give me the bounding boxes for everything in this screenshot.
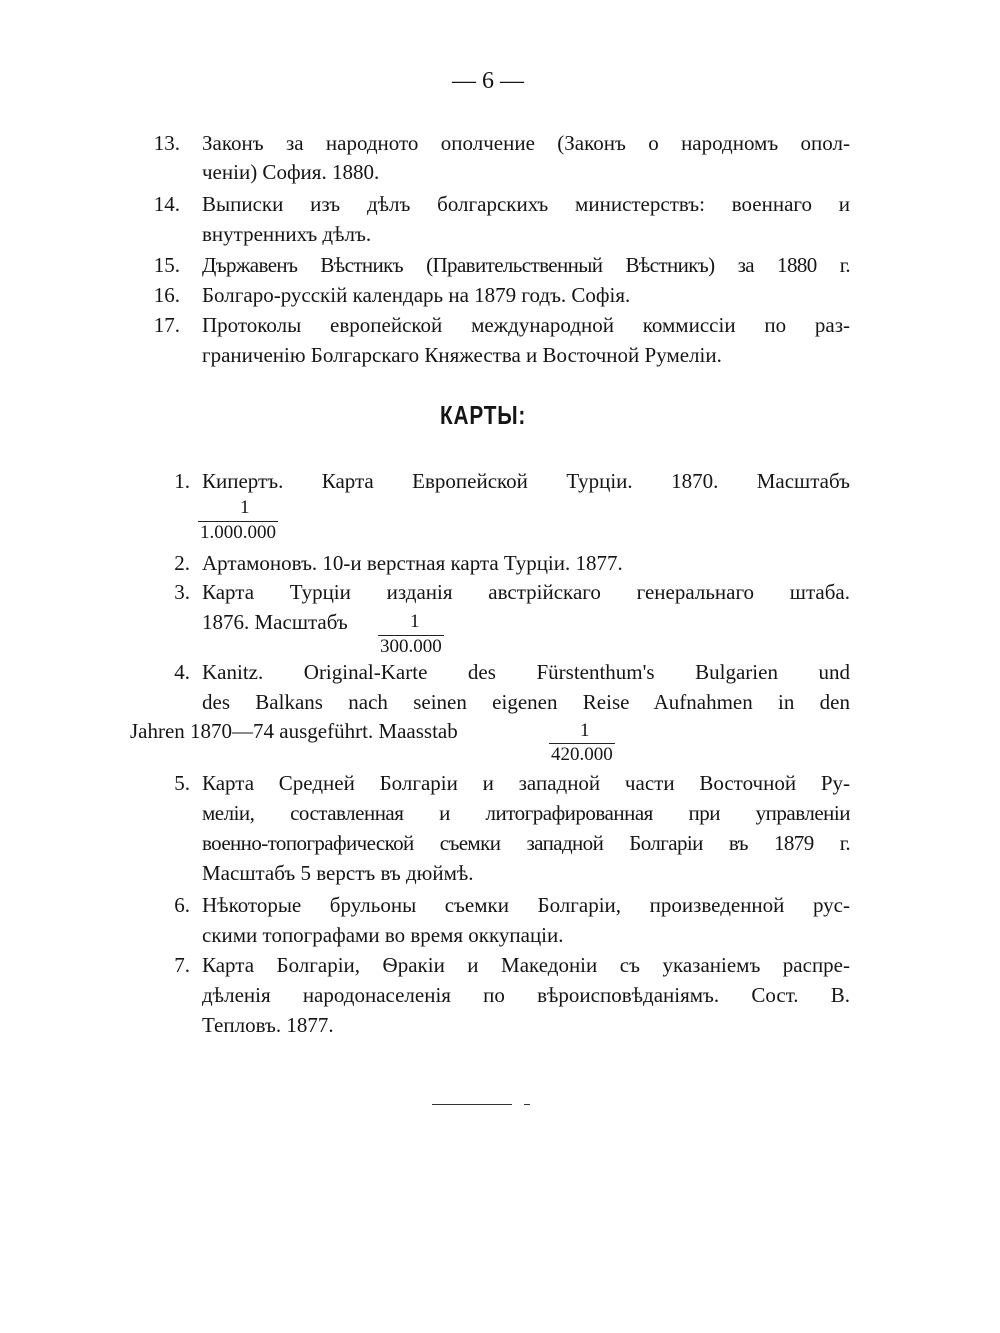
item-number: 7. <box>174 953 190 977</box>
list-item-line: Протоколы европейской международной коммиссіи по раз- <box>202 313 850 337</box>
scale-denominator: 300.000 <box>380 636 442 657</box>
scale-numerator: 1 <box>240 497 250 518</box>
list-item-line: меліи, составленная и литографированная при управленіи <box>202 801 850 825</box>
list-item-line: граниченію Болгарскаго Княжества и Восточной Румеліи. <box>202 343 722 367</box>
scale-denominator: 420.000 <box>551 744 613 765</box>
item-number: 14. <box>153 192 180 216</box>
scale-denominator: 1.000.000 <box>200 522 276 543</box>
list-item-line: военно-топографической съемки западной Болгаріи въ 1879 г. <box>202 831 850 855</box>
end-divider-dash <box>524 1104 530 1105</box>
list-item-line: Выписки изъ дѣлъ болгарскихъ министерствъ: военнаго и <box>202 192 850 216</box>
list-item-line: Артамоновъ. 10-и верстная карта Турціи. 1877. <box>202 551 623 575</box>
end-divider <box>432 1104 512 1105</box>
list-item-line: Карта Средней Болгаріи и западной части Восточной Ру- <box>202 771 850 795</box>
list-item-line: Законъ за народното ополчение (Законъ о народномъ опол- <box>202 131 850 155</box>
section-heading-maps: КАРТЫ: <box>440 400 527 430</box>
list-item-line: Кипертъ. Карта Европейской Турціи. 1870. Масштабъ <box>202 469 850 493</box>
item-number: 1. <box>174 469 190 493</box>
scale-numerator: 1 <box>580 720 590 741</box>
list-item-line: ченіи) София. 1880. <box>202 160 380 184</box>
page-number: — 6 — <box>452 68 524 94</box>
list-item-line: Нѣкоторые брульоны съемки Болгаріи, произведенной рус- <box>202 893 850 917</box>
list-item-line: Болгаро-русскій календарь на 1879 годъ. Софія. <box>202 283 631 307</box>
item-number: 3. <box>174 580 190 604</box>
list-item-line: Карта Болгаріи, Ѳракіи и Македоніи съ указаніемъ распре- <box>202 953 850 977</box>
item-number: 17. <box>153 313 180 337</box>
item-number: 6. <box>174 893 190 917</box>
list-item-line: Kanitz. Original-Karte des Fürstenthum's Bulgarien und <box>202 660 850 684</box>
item-number: 13. <box>153 131 180 155</box>
scale-numerator: 1 <box>410 611 420 632</box>
list-item-line: скими топографами во время оккупаціи. <box>202 923 564 947</box>
list-item-line: дѣленія народонаселенія по вѣроисповѣданіямъ. Сост. В. <box>202 983 850 1007</box>
list-item-line: Карта Турціи изданія австрійскаго генеральнаго штаба. <box>202 580 850 604</box>
item-number: 15. <box>153 253 180 277</box>
list-item-line: 1876. Масштабъ <box>202 610 348 634</box>
list-item-line: Jahren 1870—74 ausgeführt. Maasstab <box>130 719 458 743</box>
item-number: 5. <box>174 771 190 795</box>
item-number: 2. <box>174 551 190 575</box>
item-number: 4. <box>174 660 190 684</box>
item-number: 16. <box>153 283 180 307</box>
list-item-line: Тепловъ. 1877. <box>202 1013 334 1037</box>
list-item-line: des Balkans nach seinen eigenen Reise Aufnahmen in den <box>202 690 850 714</box>
list-item-line: внутреннихъ дѣлъ. <box>202 222 372 246</box>
list-item-line: Държавенъ Вѣстникъ (Правительственный Вѣстникъ) за 1880 г. <box>202 253 850 277</box>
list-item-line: Масштабъ 5 верстъ въ дюймѣ. <box>202 861 474 885</box>
